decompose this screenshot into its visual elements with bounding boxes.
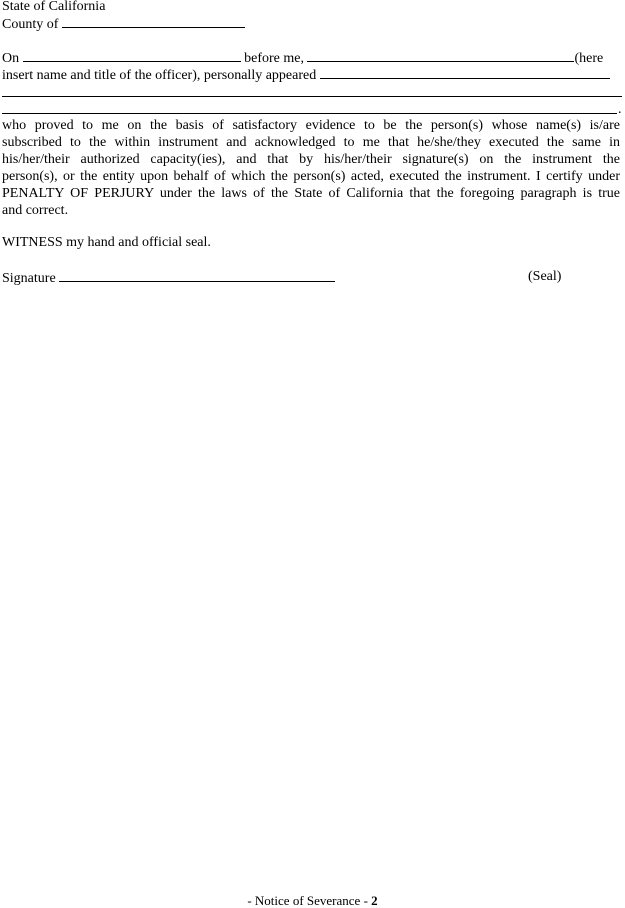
page-number: 2 [371,893,378,908]
paragraph-line: who proved to me on the basis of satisfactory evidence to be the person(s) whose name(s) is/are [2,118,620,133]
witness-line [2,234,211,251]
paragraph-line: PENALTY OF PERJURY under the laws of the State of California that the foregoing paragraph is true [2,186,620,201]
officer-line [2,65,610,84]
appeared-blank-field[interactable] [320,65,610,79]
paragraph-line: subscribed to the within instrument and acknowledged to me that he/she/they executed the same in [2,135,620,150]
on-label: On [2,51,20,66]
paragraph-line: his/her/their authorized capacity(ies), and that by his/her/their signature(s) on the instrument the [2,152,620,167]
state-line [2,0,105,15]
trailing-period [618,101,622,118]
name-blank-line-1[interactable] [2,96,622,97]
county-line [2,14,245,33]
date-blank-field[interactable] [23,48,241,62]
seal-text: (Seal) [528,269,562,284]
officer-text: insert name and title of the officer), personally appeared [2,68,317,83]
page-footer [0,893,625,908]
period-text: . [618,102,622,117]
name-blank-line-2[interactable] [2,113,617,114]
footer-title: - Notice of Severance - [247,893,368,908]
before-me-label: before me, [244,51,304,66]
state-text: State of California [2,0,106,14]
signature-label: Signature [2,271,56,286]
officer-name-blank-field[interactable] [307,48,574,62]
signature-line [2,268,335,287]
paragraph-line: person(s), or the entity upon behalf of which the person(s) acted, executed the instrument. I certify under [2,169,620,184]
witness-text: WITNESS my hand and official seal. [2,235,211,250]
acknowledgment-paragraph [2,117,620,219]
county-blank-field[interactable] [62,14,245,28]
seal-label [528,268,561,285]
paragraph-line: and correct. [2,203,69,218]
here-label: (here [574,51,604,66]
signature-blank-field[interactable] [59,268,335,282]
county-label: County of [2,17,59,32]
